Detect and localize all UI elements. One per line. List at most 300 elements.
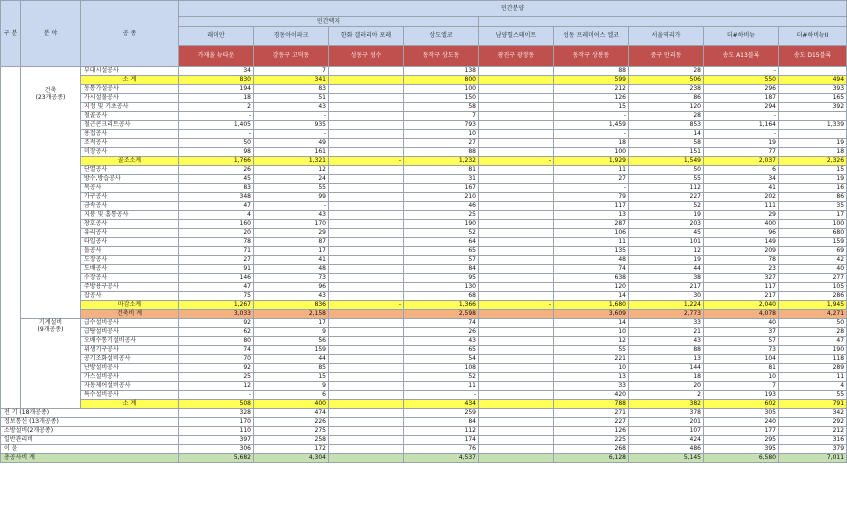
- cell-value: 341: [254, 76, 329, 85]
- cell-value: 76: [404, 445, 479, 454]
- row-label: 오배수통기설비공사: [81, 337, 179, 346]
- cell-value: 100: [404, 85, 479, 94]
- cell-value: 52: [629, 202, 704, 211]
- cell-value: [479, 391, 554, 400]
- cell-value: 1,164: [704, 121, 779, 130]
- cell-value: 680: [779, 229, 847, 238]
- cell-value: 107: [629, 427, 704, 436]
- table-row: [1, 94, 847, 103]
- cell-value: [329, 391, 404, 400]
- cell-value: 45: [629, 229, 704, 238]
- cell-value: 30: [629, 292, 704, 301]
- cell-value: 33: [629, 319, 704, 328]
- table-row: [1, 265, 847, 274]
- cell-value: 38: [629, 274, 704, 283]
- cell-value: 4,304: [254, 454, 329, 463]
- cell-value: 58: [629, 139, 704, 148]
- table-row: [1, 157, 847, 166]
- cell-value: 41: [254, 256, 329, 265]
- table-row: [1, 427, 847, 436]
- row-label: 소 계: [81, 76, 179, 85]
- brand-header-2: 경동아이파크: [254, 27, 329, 46]
- table-row: [1, 103, 847, 112]
- cell-value: 1,321: [254, 157, 329, 166]
- site-header: 송도 A13블록: [704, 46, 779, 67]
- table-row: [1, 247, 847, 256]
- cell-value: 17: [254, 247, 329, 256]
- gubun-cell: [1, 67, 21, 409]
- cell-value: 47: [179, 202, 254, 211]
- cell-value: 172: [254, 445, 329, 454]
- table-row: [1, 355, 847, 364]
- cell-value: 10: [704, 373, 779, 382]
- cell-value: -: [329, 301, 404, 310]
- row-label: 미장공사: [81, 148, 179, 157]
- cell-value: 3,609: [554, 310, 629, 319]
- cell-value: 58: [404, 103, 479, 112]
- cell-value: 217: [704, 292, 779, 301]
- cell-value: 190: [404, 220, 479, 229]
- cell-value: 1,339: [779, 121, 847, 130]
- table-row: [1, 283, 847, 292]
- table-row: [1, 328, 847, 337]
- cell-value: 7,011: [779, 454, 847, 463]
- cell-value: -: [179, 130, 254, 139]
- cell-value: 54: [404, 355, 479, 364]
- cell-value: 20: [629, 382, 704, 391]
- cell-value: 120: [629, 103, 704, 112]
- cell-value: 1,267: [179, 301, 254, 310]
- cell-value: 100: [554, 148, 629, 157]
- row-label: 철근콘크리트공사: [81, 121, 179, 130]
- cell-value: 382: [629, 400, 704, 409]
- row-label: 철골공사: [81, 112, 179, 121]
- cell-value: 98: [179, 148, 254, 157]
- cell-value: [329, 202, 404, 211]
- cell-value: 84: [404, 418, 479, 427]
- cell-value: 105: [779, 283, 847, 292]
- cell-value: 73: [704, 346, 779, 355]
- cell-value: [479, 346, 554, 355]
- cell-value: [329, 238, 404, 247]
- table-row: [1, 202, 847, 211]
- cell-value: 227: [629, 193, 704, 202]
- cell-value: 57: [404, 256, 479, 265]
- row-label: 조적공사: [81, 139, 179, 148]
- cell-value: 17: [779, 211, 847, 220]
- category-mechanical: 기계설비 (9개공종): [21, 319, 81, 409]
- table-row: [1, 364, 847, 373]
- cell-value: 87: [254, 238, 329, 247]
- cell-value: 13: [554, 373, 629, 382]
- cell-value: -: [704, 67, 779, 76]
- cell-value: [329, 436, 404, 445]
- cell-value: [329, 130, 404, 139]
- cell-value: 494: [779, 76, 847, 85]
- cell-value: [329, 283, 404, 292]
- cell-value: 40: [779, 265, 847, 274]
- cell-value: 17: [254, 319, 329, 328]
- cell-value: 86: [629, 94, 704, 103]
- cell-value: [479, 112, 554, 121]
- cell-value: 52: [404, 373, 479, 382]
- cell-value: 12: [179, 382, 254, 391]
- cell-value: [329, 229, 404, 238]
- table-row: [1, 148, 847, 157]
- cell-value: 62: [179, 328, 254, 337]
- table-row: [1, 409, 847, 418]
- cell-value: -: [179, 112, 254, 121]
- cell-value: -: [704, 112, 779, 121]
- cell-value: [329, 373, 404, 382]
- cell-value: 1,459: [554, 121, 629, 130]
- cell-value: [479, 184, 554, 193]
- cell-value: 41: [704, 184, 779, 193]
- cell-value: 25: [179, 373, 254, 382]
- cell-value: 11: [554, 166, 629, 175]
- row-label: 부대시설공사: [81, 67, 179, 76]
- cell-value: 83: [179, 184, 254, 193]
- cell-value: 112: [629, 184, 704, 193]
- cell-value: 19: [629, 256, 704, 265]
- cell-value: 43: [254, 292, 329, 301]
- table-row: [1, 130, 847, 139]
- cell-value: [479, 130, 554, 139]
- cell-value: 4,537: [404, 454, 479, 463]
- row-label: 자동제어설비공사: [81, 382, 179, 391]
- cell-value: 18: [779, 148, 847, 157]
- cell-value: 474: [254, 409, 329, 418]
- row-label: 잡공사: [81, 292, 179, 301]
- cell-value: 25: [404, 211, 479, 220]
- cell-value: 295: [704, 436, 779, 445]
- cell-value: 2,037: [704, 157, 779, 166]
- cell-value: [479, 139, 554, 148]
- table-row: [1, 319, 847, 328]
- cell-value: 853: [629, 121, 704, 130]
- row-label: 용접공사: [81, 130, 179, 139]
- cell-value: 71: [179, 247, 254, 256]
- row-label: 가구공사: [81, 193, 179, 202]
- row-label: 목공사: [81, 184, 179, 193]
- cell-value: 49: [254, 139, 329, 148]
- site-header: 중구 만리동: [629, 46, 704, 67]
- cell-value: 73: [254, 274, 329, 283]
- cell-value: 117: [554, 202, 629, 211]
- row-label: 주방용구공사: [81, 283, 179, 292]
- table-row: [1, 310, 847, 319]
- cell-value: 46: [404, 202, 479, 211]
- cell-value: 392: [779, 103, 847, 112]
- cell-value: 56: [254, 337, 329, 346]
- row-label: 타일공사: [81, 238, 179, 247]
- cell-value: 91: [179, 265, 254, 274]
- row-label: 지붕 및 홈통공사: [81, 211, 179, 220]
- cell-value: 190: [779, 346, 847, 355]
- cell-value: 120: [554, 283, 629, 292]
- cell-value: [329, 211, 404, 220]
- cell-value: 88: [404, 148, 479, 157]
- cell-value: 160: [179, 220, 254, 229]
- cell-value: 88: [629, 346, 704, 355]
- cell-value: 44: [629, 265, 704, 274]
- site-header: 송도 D15블록: [779, 46, 847, 67]
- cell-value: [779, 112, 847, 121]
- cell-value: -: [179, 391, 254, 400]
- row-label: 급수설비공사: [81, 319, 179, 328]
- cell-value: -: [479, 301, 554, 310]
- cell-value: 65: [404, 247, 479, 256]
- cell-value: [329, 400, 404, 409]
- table-row: [1, 175, 847, 184]
- cell-value: 50: [179, 139, 254, 148]
- cell-value: 74: [404, 319, 479, 328]
- cell-value: 83: [254, 85, 329, 94]
- cell-value: 43: [254, 211, 329, 220]
- cell-value: 23: [704, 265, 779, 274]
- cell-value: [329, 328, 404, 337]
- cell-value: 29: [254, 229, 329, 238]
- cell-value: [479, 364, 554, 373]
- cell-value: 6,128: [554, 454, 629, 463]
- cell-value: 15: [254, 373, 329, 382]
- cell-value: [479, 445, 554, 454]
- cell-value: 33: [554, 382, 629, 391]
- cell-value: 65: [404, 346, 479, 355]
- cell-value: [479, 328, 554, 337]
- table-row: [1, 166, 847, 175]
- group-header-minganbunyang: 민간분양: [179, 1, 847, 17]
- cell-value: 85: [254, 364, 329, 373]
- cell-value: 395: [704, 445, 779, 454]
- cell-value: 378: [629, 409, 704, 418]
- table-row: [1, 256, 847, 265]
- table-row: [1, 274, 847, 283]
- cell-value: 19: [779, 175, 847, 184]
- cell-value: 2,598: [404, 310, 479, 319]
- cell-value: 170: [179, 418, 254, 427]
- cell-value: 159: [779, 238, 847, 247]
- table-row: [1, 112, 847, 121]
- cell-value: [329, 418, 404, 427]
- brand-header-3: 한화 갤러리아 포레: [329, 27, 404, 46]
- cell-value: 21: [629, 328, 704, 337]
- table-row: [1, 382, 847, 391]
- cell-value: 2,773: [629, 310, 704, 319]
- cell-value: 31: [404, 175, 479, 184]
- cell-value: 12: [554, 337, 629, 346]
- cell-value: 35: [779, 202, 847, 211]
- cell-value: 305: [704, 409, 779, 418]
- cell-value: 170: [254, 220, 329, 229]
- cell-value: 177: [704, 427, 779, 436]
- cell-value: 42: [779, 256, 847, 265]
- cell-value: 108: [404, 364, 479, 373]
- cell-value: [329, 94, 404, 103]
- cell-value: 78: [179, 238, 254, 247]
- table-row: [1, 346, 847, 355]
- cell-value: [479, 103, 554, 112]
- cell-value: 506: [629, 76, 704, 85]
- cell-value: 50: [629, 166, 704, 175]
- cell-value: 34: [179, 67, 254, 76]
- cell-value: 15: [779, 166, 847, 175]
- row-label: 일반관리비: [1, 436, 179, 445]
- brand-header-7: 서울역리가: [629, 27, 704, 46]
- cell-value: [329, 310, 404, 319]
- cell-value: [479, 400, 554, 409]
- cell-value: 18: [629, 373, 704, 382]
- cell-value: 18: [554, 139, 629, 148]
- table-row: [1, 211, 847, 220]
- row-label: 지정 및 기초공사: [81, 103, 179, 112]
- cell-value: 379: [779, 445, 847, 454]
- cell-value: 187: [704, 94, 779, 103]
- cell-value: 793: [404, 121, 479, 130]
- cell-value: 40: [704, 319, 779, 328]
- cell-value: [479, 85, 554, 94]
- cell-value: [329, 220, 404, 229]
- cell-value: 27: [554, 175, 629, 184]
- cell-value: [479, 274, 554, 283]
- cell-value: 203: [629, 220, 704, 229]
- row-label: 소방설비(2개공종): [1, 427, 179, 436]
- cell-value: 47: [779, 337, 847, 346]
- cell-value: 165: [779, 94, 847, 103]
- cell-value: 52: [404, 229, 479, 238]
- cell-value: 4,078: [704, 310, 779, 319]
- cell-value: 259: [404, 409, 479, 418]
- row-label: 마감소계: [81, 301, 179, 310]
- cell-value: 212: [554, 85, 629, 94]
- cell-value: 144: [629, 364, 704, 373]
- row-label: 급탕설비공사: [81, 328, 179, 337]
- cell-value: 14: [554, 319, 629, 328]
- cell-value: 48: [254, 265, 329, 274]
- cell-value: -: [554, 130, 629, 139]
- cell-value: 19: [779, 139, 847, 148]
- cell-value: [479, 256, 554, 265]
- cell-value: 86: [779, 193, 847, 202]
- cell-value: 12: [254, 166, 329, 175]
- cell-value: 69: [779, 247, 847, 256]
- cell-value: 225: [554, 436, 629, 445]
- cell-value: 26: [404, 328, 479, 337]
- cell-value: [329, 85, 404, 94]
- cell-value: [329, 346, 404, 355]
- row-label: 유리공사: [81, 229, 179, 238]
- cell-value: 4,271: [779, 310, 847, 319]
- cell-value: [479, 175, 554, 184]
- cell-value: 286: [779, 292, 847, 301]
- cell-value: 24: [254, 175, 329, 184]
- cell-value: [329, 319, 404, 328]
- row-label: 총공사비 계: [1, 454, 179, 463]
- table-row: [1, 454, 847, 463]
- cell-value: 7: [404, 112, 479, 121]
- table-row: [1, 139, 847, 148]
- cell-value: 294: [704, 103, 779, 112]
- cell-value: 161: [254, 148, 329, 157]
- cell-value: 4: [179, 211, 254, 220]
- cell-value: 935: [254, 121, 329, 130]
- cell-value: 202: [704, 193, 779, 202]
- cell-value: [479, 355, 554, 364]
- cell-value: [329, 121, 404, 130]
- cell-value: 226: [254, 418, 329, 427]
- cell-value: 599: [554, 76, 629, 85]
- cell-value: 424: [629, 436, 704, 445]
- col-header-gubun: 구 분: [1, 1, 21, 67]
- cell-value: [329, 382, 404, 391]
- cell-value: 9: [254, 382, 329, 391]
- row-label: 돌공사: [81, 247, 179, 256]
- cell-value: 2,326: [779, 157, 847, 166]
- subgroup-header-blank: [479, 17, 847, 27]
- cell-value: 45: [179, 175, 254, 184]
- cell-value: 287: [554, 220, 629, 229]
- table-row: [1, 76, 847, 85]
- cell-value: [329, 148, 404, 157]
- table-row: [1, 184, 847, 193]
- site-header: 동작구 상도동: [404, 46, 479, 67]
- cell-value: 55: [779, 391, 847, 400]
- cell-value: 227: [554, 418, 629, 427]
- cell-value: [479, 211, 554, 220]
- cell-value: 342: [779, 409, 847, 418]
- cell-value: [479, 310, 554, 319]
- table-row: [1, 445, 847, 454]
- cell-value: 27: [179, 256, 254, 265]
- cell-value: 101: [629, 238, 704, 247]
- cell-value: 150: [404, 94, 479, 103]
- table-row: [1, 391, 847, 400]
- cell-value: 47: [179, 283, 254, 292]
- cell-value: 14: [629, 130, 704, 139]
- cell-value: 19: [629, 211, 704, 220]
- cell-value: 275: [254, 427, 329, 436]
- cell-value: [479, 436, 554, 445]
- cell-value: 10: [554, 364, 629, 373]
- cell-value: [329, 76, 404, 85]
- cell-value: 112: [404, 427, 479, 436]
- table-row: [1, 400, 847, 409]
- cell-value: 2: [629, 391, 704, 400]
- table-row: [1, 418, 847, 427]
- cell-value: 327: [704, 274, 779, 283]
- cell-value: 6: [704, 166, 779, 175]
- cell-value: 13: [629, 355, 704, 364]
- cell-value: 508: [179, 400, 254, 409]
- cell-value: 43: [254, 103, 329, 112]
- cell-value: 638: [554, 274, 629, 283]
- cell-value: 9: [254, 328, 329, 337]
- row-label: 이 윤: [1, 445, 179, 454]
- row-label: 도배공사: [81, 265, 179, 274]
- cell-value: [329, 454, 404, 463]
- cell-value: 1,366: [404, 301, 479, 310]
- cell-value: 84: [404, 265, 479, 274]
- cell-value: 16: [779, 184, 847, 193]
- cell-value: [329, 265, 404, 274]
- cell-value: 130: [404, 283, 479, 292]
- cell-value: 79: [554, 193, 629, 202]
- cell-value: [479, 292, 554, 301]
- site-header: 광진구 광장동: [479, 46, 554, 67]
- cell-value: [479, 283, 554, 292]
- cell-value: 174: [404, 436, 479, 445]
- cell-value: 400: [704, 220, 779, 229]
